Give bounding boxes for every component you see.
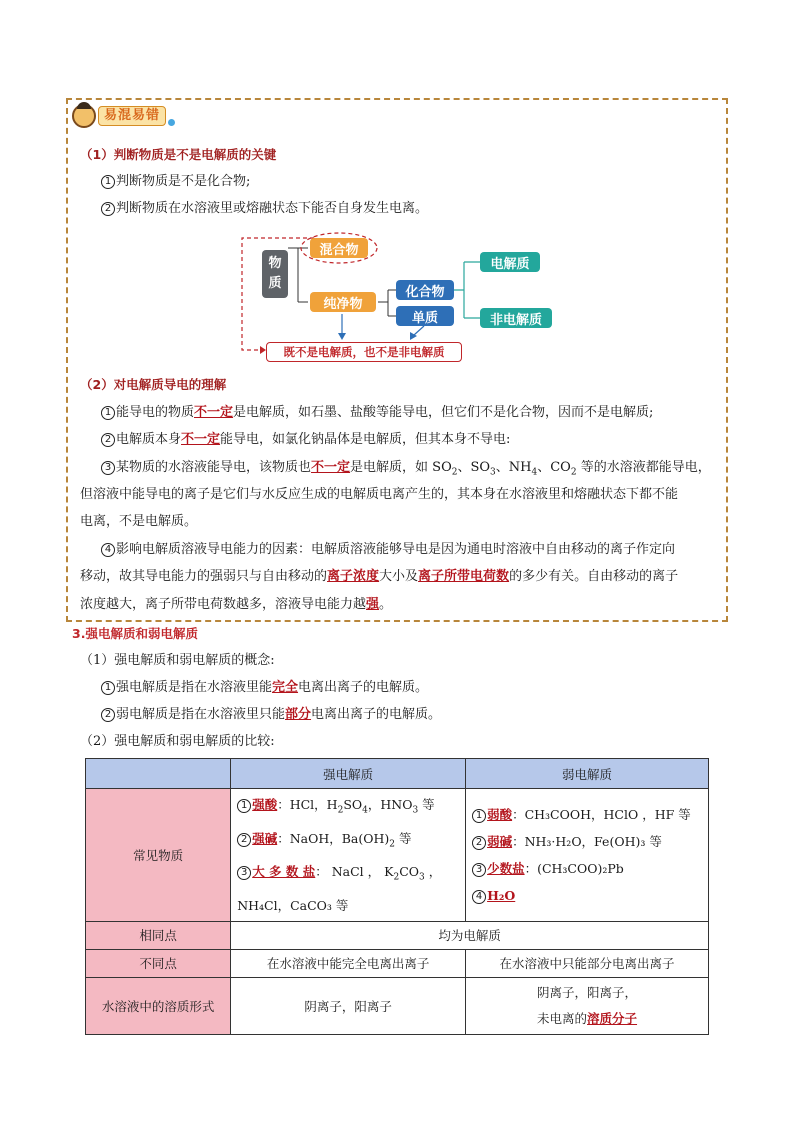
section-3-item-2: [101, 706, 441, 724]
row-label-same: 相同点: [86, 921, 231, 949]
highlight: 溶质分子: [587, 1010, 638, 1026]
row-label-diff: 不同点: [86, 949, 231, 977]
text: 。: [379, 597, 393, 612]
element-node: 单质: [396, 306, 454, 326]
weak-common-cell: [466, 789, 709, 922]
strong-diff-cell: 在水溶液中能完全电离出离子: [231, 949, 466, 977]
text: ，HNO: [367, 797, 413, 812]
highlight: 强: [366, 597, 380, 612]
text: 是电解质，如石墨、盐酸等能导电，但它们不是化合物，因而不是电解质;: [233, 405, 654, 420]
circled-number: 2: [237, 833, 251, 847]
subscript: 2: [451, 467, 458, 478]
mixture-node: 混合物: [310, 238, 368, 258]
highlight: 强酸: [252, 797, 278, 812]
section-3-sub-2: （2）强电解质和弱电解质的比较:: [80, 734, 275, 749]
text: 大小及: [379, 569, 419, 584]
subscript: 4: [362, 805, 368, 816]
strong-common-cell: [231, 789, 466, 922]
subscript: 2: [393, 872, 400, 883]
text: NH₄Cl，CaCO₃ 等: [237, 897, 349, 913]
highlight: 部分: [285, 707, 312, 722]
text: 、CO: [537, 460, 571, 475]
circled-number: 4: [101, 543, 115, 557]
text: 某物质的水溶液能导电，该物质也: [116, 460, 312, 475]
part1-heading: （1）判断物质是不是电解质的关键: [80, 147, 277, 162]
text: 等: [395, 830, 412, 846]
table-header-row: [86, 759, 709, 789]
highlight: H₂O: [487, 887, 516, 903]
text: SO: [343, 797, 363, 812]
classification-diagram: [238, 232, 558, 366]
text: CO: [399, 864, 420, 879]
highlight: 不一定: [181, 432, 221, 447]
circled-number: 1: [237, 799, 251, 813]
highlight: 完全: [272, 680, 299, 695]
circled-number: 3: [101, 461, 115, 475]
part1-item-1: [101, 173, 250, 191]
circled-number: 1: [101, 681, 115, 695]
text: 等的水溶液都能导电，: [576, 460, 711, 475]
subscript: 2: [389, 839, 396, 849]
circled-number: 2: [101, 708, 115, 722]
part2-item-2: [101, 431, 510, 449]
text: 电离出离子的电解质。: [311, 707, 442, 722]
row-label-form: 水溶液中的溶质形式: [86, 977, 231, 1034]
text: 是电解质，如 SO: [350, 460, 452, 475]
part2-heading: （2）对电解质导电的理解: [80, 377, 227, 392]
compound-node: 化合物: [396, 280, 454, 300]
part2-item-1: [101, 404, 653, 422]
table-row: [86, 977, 709, 1034]
part2-item-4-line-3: [80, 596, 392, 614]
highlight: 弱酸: [487, 806, 513, 822]
tip-badge: [72, 103, 190, 129]
text: 的多少有关。自由移动的离子: [509, 569, 679, 584]
item-text: 判断物质是不是化合物;: [116, 174, 251, 189]
text: 、SO: [457, 460, 491, 475]
pure-substance-node: 纯净物: [310, 292, 376, 312]
text: ：NaOH，Ba(OH): [277, 830, 390, 846]
nonelectrolyte-node: 非电解质: [480, 308, 552, 328]
weak-diff-cell: 在水溶液中只能部分电离出离子: [466, 949, 709, 977]
text: 、NH: [495, 460, 532, 475]
section-3-sub-1: （1）强电解质和弱电解质的概念:: [80, 653, 275, 668]
text: ： NaCl ， K: [315, 864, 394, 879]
row-label-common: 常见物质: [86, 789, 231, 922]
circled-number: 2: [472, 836, 486, 850]
weak-form-cell: [466, 977, 709, 1034]
same-point-cell: 均为电解质: [231, 921, 709, 949]
badge-label: 易混易错: [98, 106, 166, 126]
text: ，: [424, 864, 442, 879]
table-row: [86, 949, 709, 977]
text: 能导电，如氯化钠晶体是电解质，但其本身不导电:: [220, 432, 511, 447]
part2-item-3: [101, 459, 711, 482]
highlight: 少数盐: [487, 860, 525, 876]
header-strong: 强电解质: [231, 759, 466, 789]
text: 电离出离子的电解质。: [298, 680, 429, 695]
highlight: 离子所带电荷数: [418, 569, 510, 584]
text: 强电解质是指在水溶液里能: [116, 680, 273, 695]
circled-number: 1: [101, 406, 115, 420]
substance-char-2: 质: [268, 276, 282, 291]
circled-number: 1: [472, 809, 486, 823]
electrolyte-node: 电解质: [480, 252, 540, 272]
neither-node: 既不是电解质，也不是非电解质: [266, 342, 462, 362]
part2-item-3-line-2: 但溶液中能导电的离子是它们与水反应生成的电解质电离产生的，其本身在水溶液里和熔融状态下都不能: [80, 487, 679, 502]
part2-item-3-line-3: 电离，不是电解质。: [80, 514, 198, 529]
highlight: 不一定: [311, 460, 351, 475]
text: 阴离子，阳离子，: [537, 984, 638, 1000]
highlight: 不一定: [194, 405, 234, 420]
section-3-title: 3.强电解质和弱电解质: [72, 626, 198, 641]
subscript: 3: [490, 467, 496, 478]
text: 弱电解质是指在水溶液里只能: [116, 707, 286, 722]
part2-item-4-line-2: [80, 568, 678, 586]
table-row: [86, 921, 709, 949]
subscript: 2: [337, 805, 344, 816]
text: ：NH₃·H₂O，Fe(OH)₃ 等: [512, 833, 662, 849]
highlight: 弱碱: [487, 833, 513, 849]
highlight: 离子浓度: [327, 569, 380, 584]
table-row: [86, 789, 709, 922]
circled-number: 3: [472, 863, 486, 877]
text: 未电离的: [537, 1010, 588, 1026]
circled-number: 1: [101, 175, 115, 189]
text: ：HCl，H: [277, 797, 338, 812]
substance-node: [262, 250, 288, 298]
substance-char-1: 物: [268, 256, 282, 271]
subscript: 3: [412, 805, 419, 816]
highlight: 强碱: [252, 830, 278, 846]
text: ：CH₃COOH，HClO ，HF 等: [512, 806, 691, 822]
text: ：(CH₃COO)₂Pb: [524, 860, 624, 876]
comparison-table: [85, 758, 709, 1035]
header-weak: 弱电解质: [466, 759, 709, 789]
highlight: 大 多 数 盐: [252, 864, 316, 879]
text: 移动，故其导电能力的强弱只与自由移动的: [80, 569, 328, 584]
text: 能导电的物质: [116, 405, 195, 420]
circled-number: 4: [472, 890, 486, 904]
strong-form-cell: 阴离子，阳离子: [231, 977, 466, 1034]
section-3-item-1: [101, 679, 428, 697]
text: 浓度越大，离子所带电荷数越多，溶液导电能力越: [80, 597, 367, 612]
cartoon-head-icon: [72, 104, 96, 128]
text: 等: [418, 797, 435, 812]
text: 影响电解质溶液导电能力的因素：电解质溶液能够导电是因为通电时溶液中自由移动的离子作定向: [116, 542, 676, 557]
circled-number: 2: [101, 202, 115, 216]
subscript: 4: [531, 467, 538, 478]
part1-item-2: [101, 200, 428, 218]
dot-icon: [168, 119, 175, 126]
header-empty: [86, 759, 231, 789]
text: 电解质本身: [116, 432, 182, 447]
circled-number: 2: [101, 433, 115, 447]
subscript: 3: [419, 872, 425, 883]
part2-item-4: [101, 541, 675, 559]
item-text: 判断物质在水溶液里或熔融状态下能否自身发生电离。: [116, 201, 429, 216]
subscript: 2: [570, 467, 577, 478]
circled-number: 3: [237, 866, 251, 880]
